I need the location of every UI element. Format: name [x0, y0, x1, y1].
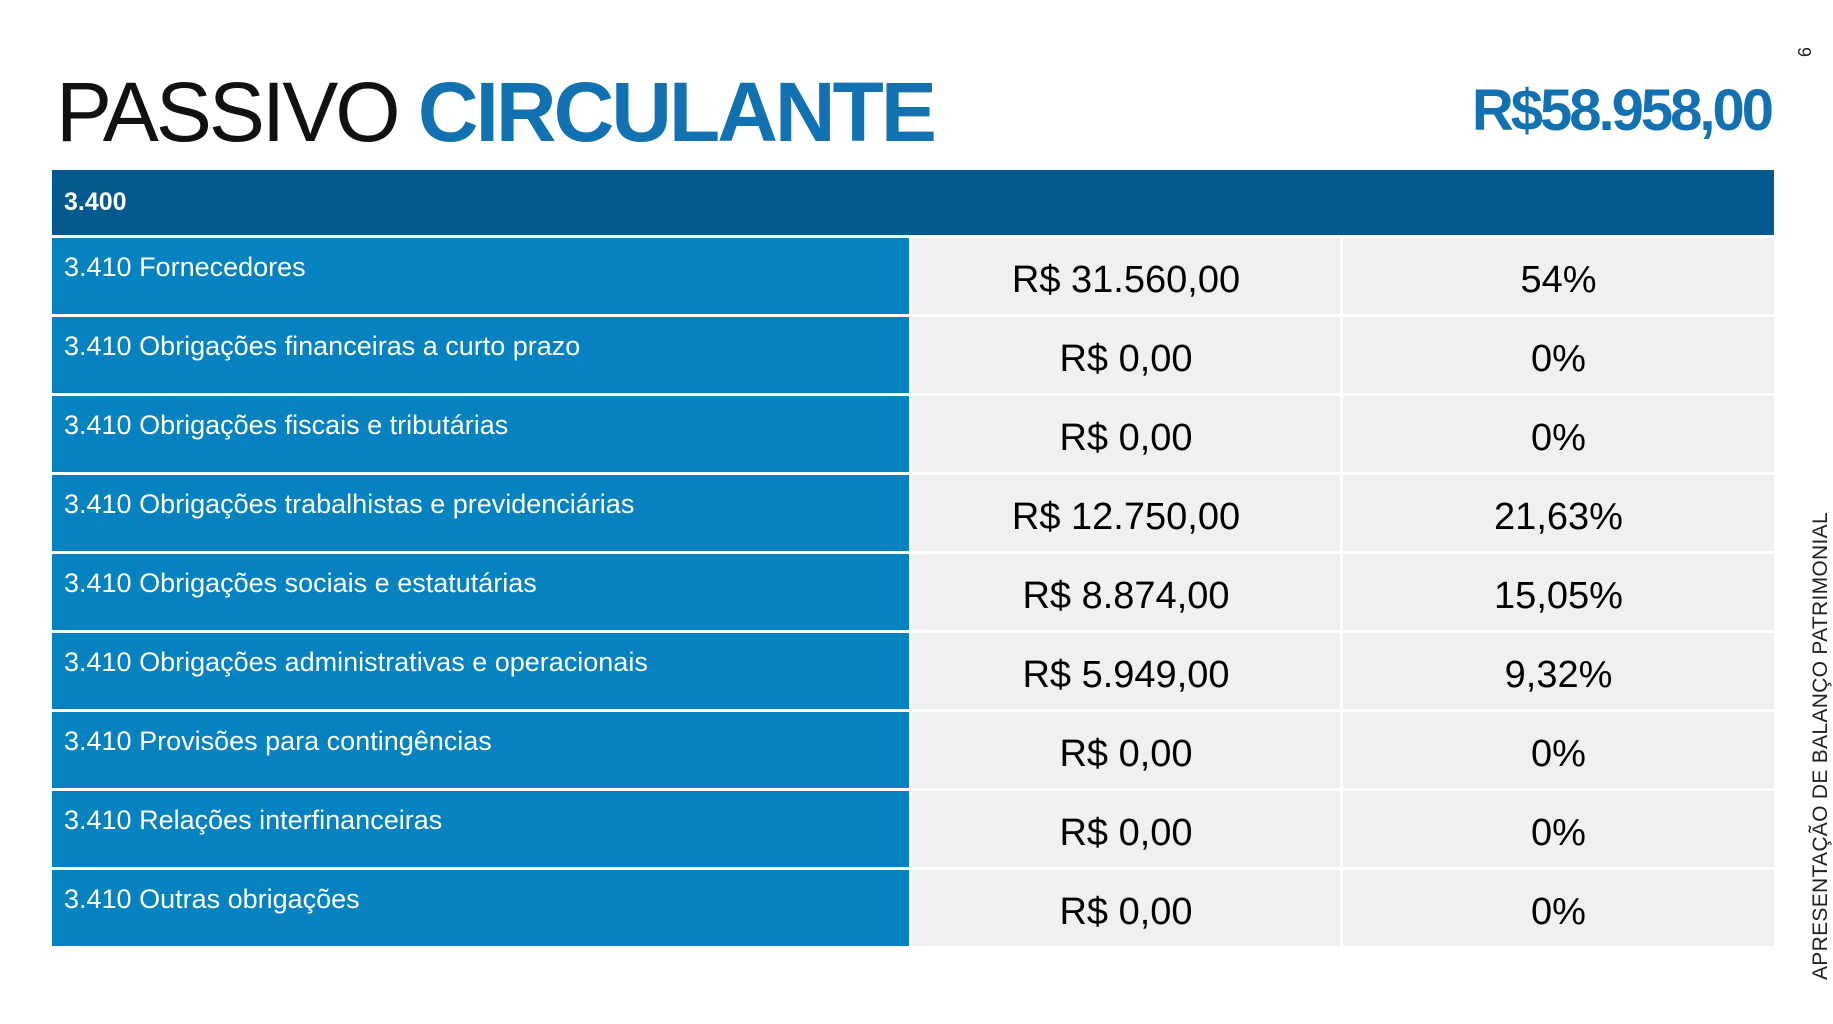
table-row	[52, 712, 1774, 791]
row-label: 3.410 Obrigações trabalhistas e previdenciárias	[52, 475, 912, 551]
row-percent: 21,63%	[1343, 475, 1774, 551]
row-value: R$ 0,00	[912, 791, 1343, 867]
row-value: R$ 31.560,00	[912, 238, 1343, 314]
row-value: R$ 5.949,00	[912, 633, 1343, 709]
row-percent: 15,05%	[1343, 554, 1774, 630]
table-body	[52, 238, 1774, 946]
row-label: 3.410 Obrigações financeiras a curto prazo	[52, 317, 912, 393]
row-percent: 54%	[1343, 238, 1774, 314]
row-label: 3.410 Fornecedores	[52, 238, 912, 314]
row-label: 3.410 Obrigações sociais e estatutárias	[52, 554, 912, 630]
row-label: 3.410 Obrigações fiscais e tributárias	[52, 396, 912, 472]
row-value: R$ 0,00	[912, 317, 1343, 393]
table-row	[52, 475, 1774, 554]
row-value: R$ 12.750,00	[912, 475, 1343, 551]
row-value: R$ 8.874,00	[912, 554, 1343, 630]
balance-table	[52, 170, 1774, 946]
table-row	[52, 396, 1774, 475]
row-label: 3.410 Outras obrigações	[52, 870, 912, 946]
row-percent: 0%	[1343, 396, 1774, 472]
page-title	[56, 65, 934, 159]
table-row	[52, 554, 1774, 633]
table-row	[52, 317, 1774, 396]
table-row	[52, 791, 1774, 870]
row-label: 3.410 Provisões para contingências	[52, 712, 912, 788]
row-label: 3.410 Obrigações administrativas e operacionais	[52, 633, 912, 709]
row-value: R$ 0,00	[912, 396, 1343, 472]
row-percent: 0%	[1343, 870, 1774, 946]
table-header: 3.400	[52, 170, 1774, 238]
row-percent: 0%	[1343, 712, 1774, 788]
page-title-bold: CIRCULANTE	[417, 65, 934, 159]
row-label: 3.410 Relações interfinanceiras	[52, 791, 912, 867]
table-row	[52, 238, 1774, 317]
table-row	[52, 870, 1774, 946]
row-percent: 0%	[1343, 791, 1774, 867]
row-percent: 9,32%	[1343, 633, 1774, 709]
page-title-light: PASSIVO	[56, 65, 398, 159]
page-number: 9	[1794, 46, 1814, 57]
row-percent: 0%	[1343, 317, 1774, 393]
total-amount: R$58.958,00	[1471, 78, 1771, 143]
table-row	[52, 633, 1774, 712]
row-value: R$ 0,00	[912, 870, 1343, 946]
row-value: R$ 0,00	[912, 712, 1343, 788]
side-caption: APRESENTAÇÃO DE BALANÇO PATRIMONIAL	[1809, 512, 1832, 980]
